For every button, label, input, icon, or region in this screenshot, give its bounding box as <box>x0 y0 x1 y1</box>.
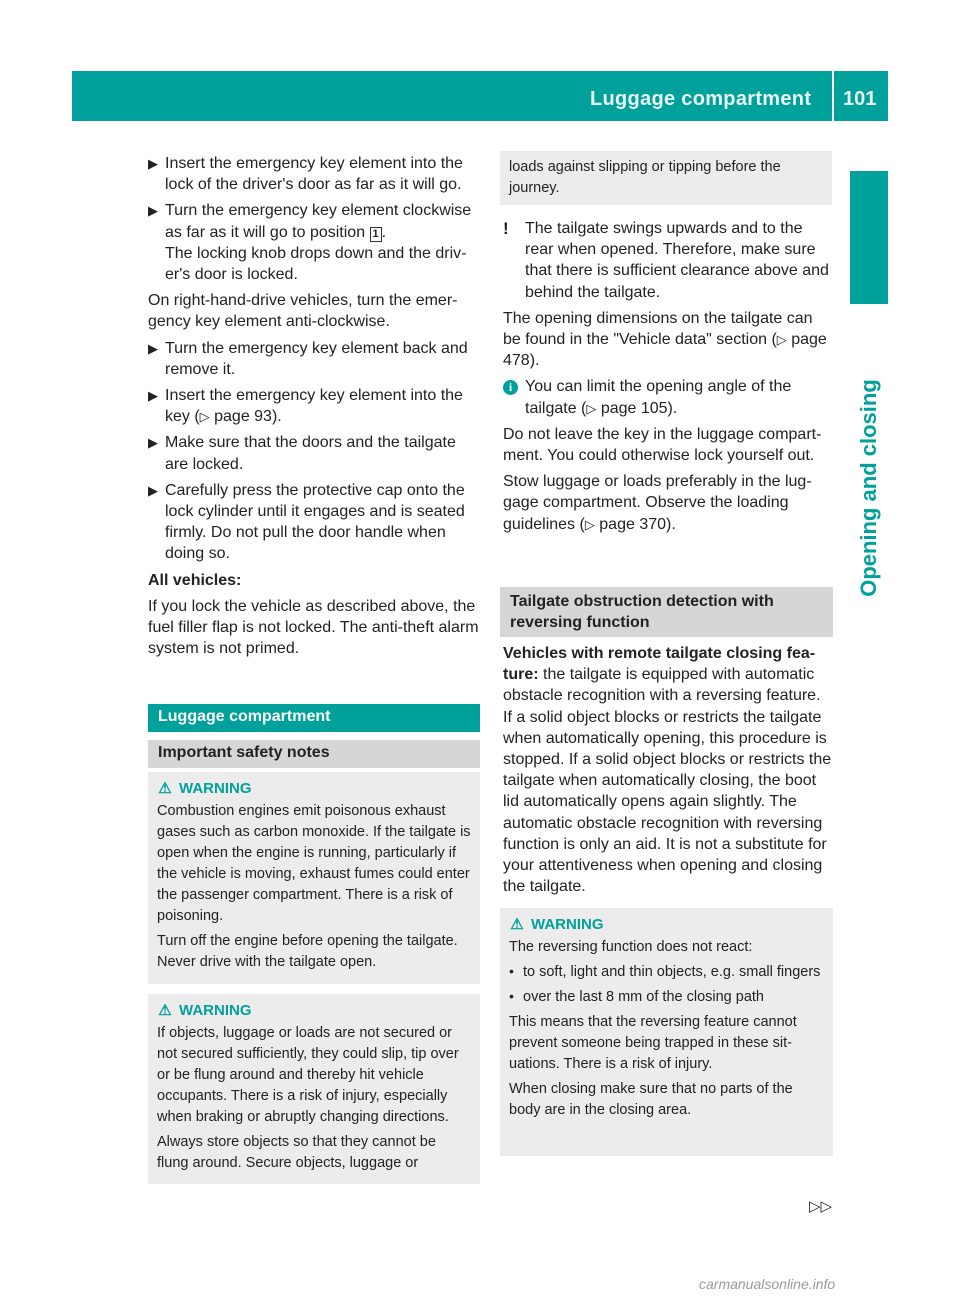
right-column <box>503 218 833 540</box>
warning-triangle-icon: ⚠ <box>510 916 524 933</box>
arrow-icon: ▶ <box>148 388 158 404</box>
warning-panel <box>148 994 480 1184</box>
warning-heading: ⚠ WARNING <box>158 1002 252 1019</box>
watermark: carmanualsonline.info <box>699 1276 836 1292</box>
section-heading: Luggage compartment <box>148 704 480 732</box>
warning-heading: ⚠ WARNING <box>510 916 604 933</box>
all-vehicles-text: If you lock the vehicle as described above, the fuel filler flap is not locked. The anti-theft alarm system is not primed. <box>148 597 479 658</box>
instruction-step: ▶ Insert the emergency key element into the lock of the driver's door as far as it will go. <box>148 155 463 194</box>
warning-text: The reversing function does not react: <box>509 939 753 955</box>
instruction-step: ▶ Turn the emergency key element back and remove it. <box>148 339 468 378</box>
bullet-icon: • <box>509 988 514 1004</box>
position-key-label: 1 <box>370 227 382 242</box>
warning-panel-continued: loads against slipping or tipping before the journey. <box>500 151 832 205</box>
section-heading: Tailgate obstruction detection with reversing function <box>500 587 833 637</box>
warning-triangle-icon: ⚠ <box>158 1002 172 1019</box>
left-column <box>148 153 480 664</box>
warning-text: When closing make sure that no parts of the body are in the closing area. <box>509 1081 793 1118</box>
dimensions-text: The opening dimensions on the tailgate can be found in the "Vehicle data" section (▷ page 478). <box>503 309 827 370</box>
warning-heading: ⚠ WARNING <box>158 780 252 797</box>
warning-text: Always store objects so that they cannot be flung around. Secure objects, luggage or <box>157 1134 436 1171</box>
warning-text: If objects, luggage or loads are not secured or not secured sufficiently, they could slip, tip over or be flung around and thereby hit vehicle occupants. There is a risk of injury, especially when braking or abruptly changing directions. <box>157 1025 459 1125</box>
exclamation-icon: ! <box>503 219 509 238</box>
page-number: 101 <box>843 88 877 110</box>
warning-panel <box>148 772 480 984</box>
instruction-result: The locking knob drops down and the driver's door is locked. <box>165 244 467 284</box>
caution-note: ! The tailgate swings upwards and to the rear when opened. Therefore, make sure that there is sufficient clearance above and behind the tailgate. <box>503 219 829 301</box>
page-ref-icon: ▷ <box>584 516 595 532</box>
arrow-icon: ▶ <box>148 203 158 219</box>
info-icon: i <box>503 380 518 395</box>
arrow-icon: ▶ <box>148 482 158 498</box>
page-ref-icon: ▷ <box>586 400 597 416</box>
instruction-step: ▶ Turn the emergency key element clockwise as far as it will go to position 1 . <box>148 202 472 241</box>
key-warning-text: Do not leave the key in the luggage compartment. You could otherwise lock yourself out. <box>503 425 822 465</box>
warning-text: Combustion engines emit poisonous exhaust gases such as carbon monoxide. If the tailgate is open when the engine is running, particularly if the vehicle is moving, exhaust fumes could enter the passenger compartment. There is a risk of poisoning. <box>157 803 471 924</box>
page-title: Luggage compartment <box>590 88 812 110</box>
list-item: • to soft, light and thin objects, e.g. small fingers <box>509 963 821 980</box>
instruction-step: ▶ Make sure that the doors and the tailgate are locked. <box>148 434 456 473</box>
header-divider <box>832 71 834 121</box>
page-ref-icon: ▷ <box>776 332 787 348</box>
bullet-icon: • <box>509 963 514 979</box>
warning-text: Turn off the engine before opening the tailgate. Never drive with the tailgate open. <box>157 933 458 970</box>
arrow-icon: ▶ <box>148 435 158 451</box>
subsection-heading: Important safety notes <box>148 740 480 768</box>
instruction-step: ▶ Carefully press the protective cap onto the lock cylinder until it engages and is seated firmly. Do not pull the door handle when doing so. <box>148 481 465 563</box>
all-vehicles-heading: All vehicles: <box>148 571 242 589</box>
rhd-text: On right-hand-drive vehicles, turn the emergency key element anti-clockwise. <box>148 292 458 331</box>
instruction-step: ▶ Insert the emergency key element into the key (▷ page 93). <box>148 387 463 426</box>
side-tab-marker <box>850 171 888 304</box>
page-ref-icon: ▷ <box>199 409 210 425</box>
side-tab-label: Opening and closing <box>856 379 881 597</box>
warning-text: This means that the reversing feature cannot prevent someone being trapped in these situations. There is a risk of injury. <box>509 1014 797 1072</box>
list-item: • over the last 8 mm of the closing path <box>509 988 764 1005</box>
continued-icon: ▷▷ <box>809 1198 833 1215</box>
tailgate-obstruction-text: Vehicles with remote tailgate closing feature: the tailgate is equipped with automatic obstacle recognition with a reversing feature. If a solid object blocks or restricts the tailgate when automatically opening, this procedure is stopped. If a solid object blocks or restricts the tailgate when automatically closing, the boot lid automatically opens again slightly. The automatic obstacle recognition with reversing function is only an aid. It is not a substitute for your attentiveness when opening and closing the tailgate. <box>503 645 832 896</box>
stow-text: Stow luggage or loads preferably in the luggage compartment. Observe the loading guidelines (▷ page 370). <box>503 473 812 533</box>
arrow-icon: ▶ <box>148 340 158 356</box>
warning-panel <box>500 908 833 1156</box>
info-note: i You can limit the opening angle of the tailgate (▷ page 105). <box>503 376 833 418</box>
arrow-icon: ▶ <box>148 156 158 171</box>
warning-triangle-icon: ⚠ <box>158 780 172 797</box>
